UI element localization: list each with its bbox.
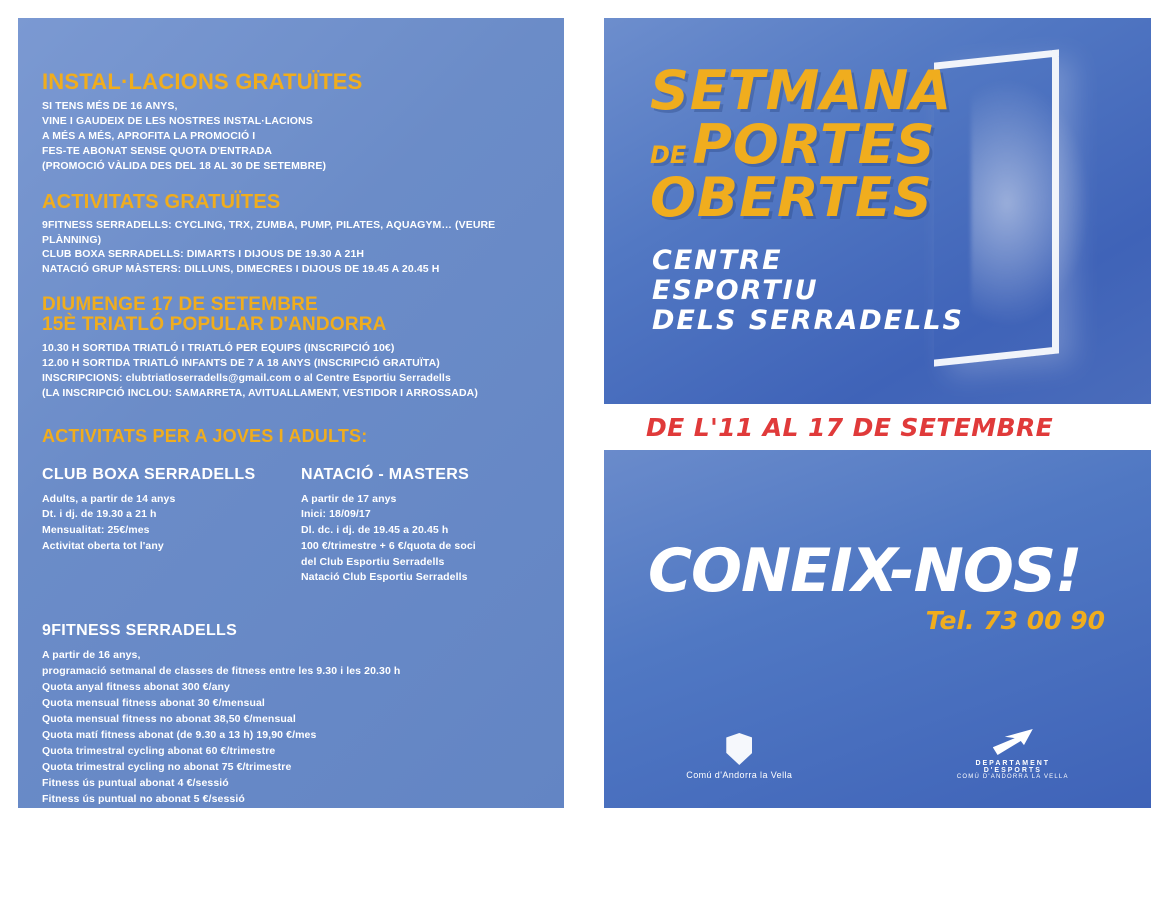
section-installations-lines bbox=[42, 99, 534, 174]
natacio-title: NATACIÓ - MASTERS bbox=[301, 465, 470, 483]
price-line: Quota mensual fitness abonat 30 €/mensual bbox=[42, 697, 265, 709]
section-triathlon bbox=[42, 295, 534, 401]
date-band bbox=[604, 406, 1151, 448]
section-free-activities-heading: ACTIVITATS GRATUÏTES bbox=[42, 190, 281, 213]
text-line: 100 €/trimestre + 6 €/quota de soci bbox=[301, 539, 476, 552]
triathlon-title-heading: 15È TRIATLÓ POPULAR D'ANDORRA bbox=[42, 314, 387, 336]
text-line: NATACIÓ GRUP MÀSTERS: DILLUNS, DIMECRES I DIJOUS DE 19.45 A 20.45 H bbox=[42, 263, 440, 276]
swoosh-icon bbox=[993, 729, 1033, 755]
section-free-activities bbox=[42, 192, 534, 278]
text-line: programació setmanal de classes de fitness entre les 9.30 i les 20.30 h bbox=[42, 665, 401, 678]
logo-departament-esports bbox=[957, 729, 1069, 780]
price-line: Sevillanes abonat 20 €/mes bbox=[42, 872, 181, 885]
price-line: Fitness posseïdor de la Tarjeta Platejada 20 €/mes bbox=[42, 856, 297, 869]
section-fitness bbox=[42, 622, 534, 903]
activity-columns bbox=[42, 466, 534, 587]
crest-icon bbox=[726, 733, 752, 765]
left-info-panel bbox=[18, 18, 564, 901]
price-line: Quota mensual fitness no abonat 38,50 €/mensual bbox=[42, 712, 296, 725]
text-line: del Club Esportiu Serradells bbox=[301, 555, 445, 568]
section-youth-adults-heading: ACTIVITATS PER A JOVES I ADULTS: bbox=[42, 425, 368, 446]
section-installations bbox=[42, 70, 534, 174]
activity-column-natacio bbox=[301, 466, 534, 587]
text-line: Inici: 18/09/17 bbox=[301, 508, 371, 521]
section-installations-heading: INSTAL·LACIONS GRATUÏTES bbox=[42, 69, 363, 94]
price-line: Fitness ús puntual 10 sessions no abonat 44 €/10 sessions bbox=[42, 824, 342, 837]
date-band-text: DE L'11 AL 17 DE SETEMBRE bbox=[646, 412, 1054, 442]
hero-subtitle-line-1: CENTRE bbox=[652, 245, 783, 276]
price-line: Quota anyal fitness abonat 300 €/any bbox=[42, 681, 230, 694]
triathlon-lines bbox=[42, 341, 534, 401]
text-line: Mensualitat: 25€/mes bbox=[42, 524, 150, 537]
price-line: Fitness posseïdor de la Tarjeta d'Or 15 €/mes bbox=[42, 840, 272, 853]
hero-subtitle-line-2: ESPORTIU bbox=[652, 275, 819, 307]
text-line: 12.00 H SORTIDA TRIATLÓ INFANTS DE 7 A 18 ANYS (INSCRIPCIÓ GRATUÏTA) bbox=[42, 357, 440, 370]
cta-headline: CONEIX-NOS! bbox=[648, 536, 1082, 606]
price-line: Sevillanes no abonat 25 €/mes bbox=[42, 888, 197, 901]
text-line: Dl. dc. i dj. de 19.45 a 20.45 h bbox=[301, 524, 449, 537]
logo-comu-caption: Comú d'Andorra la Vella bbox=[686, 770, 793, 780]
hero-title-portes: PORTES bbox=[692, 112, 936, 176]
text-line: A partir de 16 anys, bbox=[42, 649, 141, 662]
text-line: FES-TE ABONAT SENSE QUOTA D'ENTRADA bbox=[42, 144, 272, 157]
price-line: Fitness ús puntual 10 sessions abonat 35 €/10 sessions bbox=[42, 808, 326, 821]
phone-number: Tel. 73 00 90 bbox=[925, 606, 1105, 635]
logo-dep-line-1: DEPARTAMENT bbox=[975, 760, 1051, 767]
logo-comu-andorra bbox=[686, 733, 792, 780]
price-line: Fitness ús puntual no abonat 5 €/sessió bbox=[42, 792, 245, 805]
text-line: (PROMOCIÓ VÀLIDA DES DEL 18 AL 30 DE SETEMBRE) bbox=[42, 159, 327, 172]
price-line: Quota trimestral cycling no abonat 75 €/trimestre bbox=[42, 760, 292, 773]
price-line: Fitness ús puntual abonat 4 €/sessió bbox=[42, 776, 229, 789]
text-line: Activitat oberta tot l'any bbox=[42, 539, 164, 552]
hero-title-de: DE bbox=[650, 140, 687, 169]
text-line: 9FITNESS SERRADELLS: CYCLING, TRX, ZUMBA, PUMP, PILATES, AQUAGYM… (VEURE PLÀNNING) bbox=[42, 218, 496, 246]
hero-title-line-3: OBERTES bbox=[650, 166, 933, 230]
triathlon-date-heading: DIUMENGE 17 DE SETEMBRE bbox=[42, 294, 318, 316]
text-line: VINE I GAUDEIX DE LES NOSTRES INSTAL·LACIONS bbox=[42, 115, 313, 127]
price-line: Quota trimestral cycling abonat 60 €/trimestre bbox=[42, 744, 276, 757]
hero-title-line-1: SETMANA bbox=[650, 59, 953, 122]
logo-dep-line-2: D'ESPORTS bbox=[983, 767, 1042, 774]
logo-dep-line-3: COMÚ D'ANDORRA LA VELLA bbox=[956, 774, 1069, 780]
price-line: Quota matí fitness abonat (de 9.30 a 13 h) 19,90 €/mes bbox=[42, 728, 317, 741]
boxa-title: CLUB BOXA SERRADELLS bbox=[42, 465, 256, 483]
hero-title-line-2 bbox=[650, 112, 1070, 176]
registration-email-line: INSCRIPCIONS: clubtriatloserradells@gmail.com o al Centre Esportiu Serradells bbox=[42, 371, 451, 384]
section-free-activities-lines bbox=[42, 218, 534, 278]
text-line: A partir de 17 anys bbox=[301, 492, 397, 505]
hero-subtitle bbox=[652, 246, 964, 337]
text-line: Natació Club Esportiu Serradells bbox=[301, 571, 468, 584]
text-line: SI TENS MÉS DE 16 ANYS, bbox=[42, 100, 178, 113]
hero-panel bbox=[604, 18, 1151, 404]
logo-row bbox=[604, 729, 1151, 780]
cta-panel bbox=[604, 450, 1151, 808]
hero-title bbox=[650, 59, 1070, 230]
text-line: Adults, a partir de 14 anys bbox=[42, 492, 176, 505]
text-line: 10.30 H SORTIDA TRIATLÓ I TRIATLÓ PER EQUIPS (INSCRIPCIÓ 10€) bbox=[42, 342, 395, 355]
activity-column-boxa bbox=[42, 466, 275, 587]
text-line: (LA INSCRIPCIÓ INCLOU: SAMARRETA, AVITUALLAMENT, VESTIDOR I ARROSSADA) bbox=[42, 386, 478, 399]
text-line: CLUB BOXA SERRADELLS: DIMARTS I DIJOUS DE 19.30 A 21H bbox=[42, 248, 365, 261]
text-line: Dt. i dj. de 19.30 a 21 h bbox=[42, 508, 157, 521]
fitness-title: 9FITNESS SERRADELLS bbox=[42, 622, 238, 640]
hero-subtitle-line-3: DELS SERRADELLS bbox=[652, 305, 964, 337]
text-line: A MÉS A MÉS, APROFITA LA PROMOCIÓ I bbox=[42, 129, 256, 142]
